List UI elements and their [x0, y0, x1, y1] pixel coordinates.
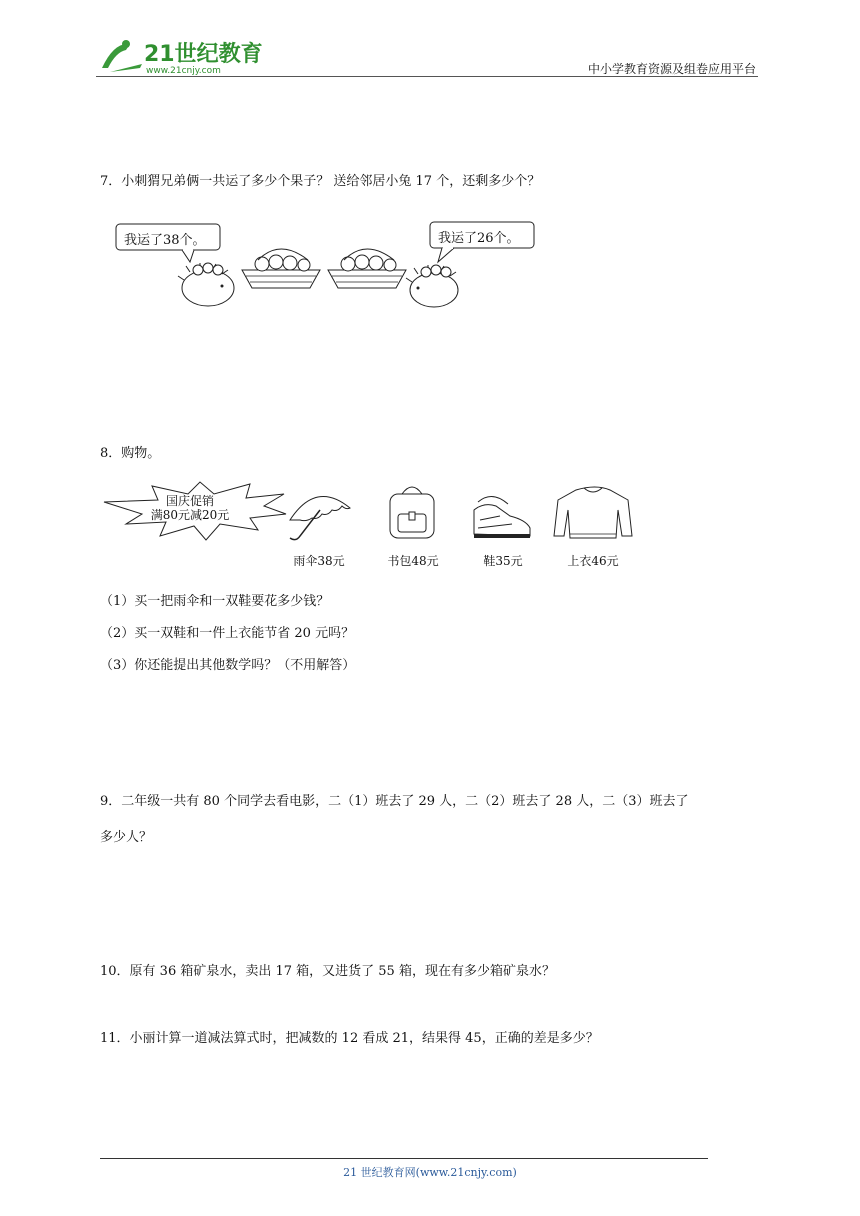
question-10: 10．原有 36 箱矿泉水，卖出 17 箱，又进货了 55 箱，现在有多少箱矿泉水？	[100, 964, 555, 979]
site-logo	[96, 34, 266, 76]
item-shoe-label: 鞋35元	[483, 554, 523, 568]
hedgehog-right-icon	[406, 265, 458, 307]
question-7: 7．小刺猬兄弟俩一共运了多少个果子？ 送给邻居小兔 17 个，还剩多少个？	[100, 174, 541, 189]
item-sweater-label: 上衣46元	[567, 554, 619, 568]
question-8-sub-1: （1）买一把雨伞和一双鞋要花多少钱？	[100, 594, 330, 609]
question-9-line-1: 9．二年级一共有 80 个同学去看电影，二（1）班去了 29 人，二（2）班去了 28 人，二（3）班去了	[100, 794, 689, 809]
promo-text	[150, 494, 230, 522]
bubble-right-text: 我运了26个。	[438, 231, 520, 246]
footer-divider	[100, 1158, 708, 1159]
umbrella-icon	[290, 496, 350, 539]
fruit-basket-right-icon	[328, 249, 406, 288]
logo-url: www.21cnjy.com	[146, 66, 221, 76]
question-9-line-2: 多少人？	[100, 830, 153, 845]
fruit-basket-left-icon	[242, 249, 320, 288]
q7-illustration	[112, 218, 552, 318]
item-umbrella-label: 雨伞38元	[293, 554, 345, 568]
footer-link[interactable]: 21 世纪教育网(www.21cnjy.com)	[343, 1166, 517, 1179]
backpack-icon	[390, 487, 434, 538]
shoe-icon	[474, 496, 530, 538]
bubble-left-text: 我运了38个。	[124, 233, 206, 248]
question-8-sub-3: （3）你还能提出其他数学吗？（不用解答）	[100, 658, 356, 673]
question-11: 11．小丽计算一道减法算式时，把减数的 12 看成 21，结果得 45，正确的差是多少？	[100, 1031, 599, 1046]
hedgehog-left-icon	[178, 263, 234, 306]
promo-line-1: 国庆促销	[165, 494, 214, 508]
item-backpack-label: 书包48元	[387, 554, 439, 568]
logo-text: 21世纪教育	[144, 42, 263, 67]
question-8-sub-2: （2）买一双鞋和一件上衣能节省 20 元吗？	[100, 626, 355, 641]
q8-illustration	[100, 480, 640, 574]
sweater-icon	[554, 487, 632, 538]
promo-line-2: 满80元减20元	[150, 508, 230, 522]
question-8: 8．购物。	[100, 446, 161, 461]
platform-name: 中小学教育资源及组卷应用平台	[587, 62, 756, 76]
header-divider	[96, 76, 758, 77]
